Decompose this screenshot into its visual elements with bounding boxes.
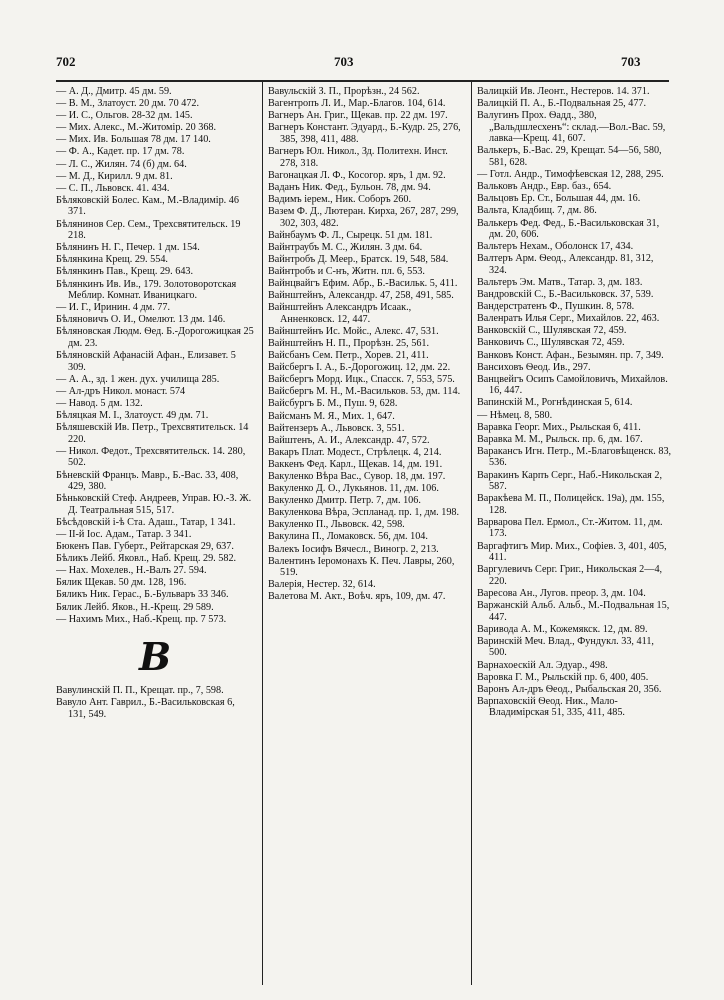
directory-entry: Валерія, Нестер. 32, 614. (268, 579, 376, 591)
directory-entry: Ванковскій С., Шулявская 72, 459. (477, 325, 627, 337)
column-2 (268, 86, 466, 986)
directory-entry: — В. М., Златоуст. 20 дм. 70 472. (56, 98, 200, 110)
directory-entry: Валькеръ Фед. Фед., Б.-Васильковская 31, дм. 20, 606. (477, 217, 660, 241)
directory-entry: Бѣньковскій Стеф. Андреев, Управ. Ю.-З. Ж. Д. Театральная 515, 517. (56, 493, 252, 516)
directory-entry: Вайсманъ М. Я., Мих. 1, 647. (268, 410, 395, 422)
directory-entry: Вайсбергъ І. А., Б.-Дорогожиц. 12, дм. 22. (268, 362, 451, 374)
column-2-entries (268, 86, 466, 603)
directory-entry: — А. Д., Дмитр. 45 дм. 59. (56, 86, 172, 97)
directory-entry: Бѣляновичъ О. И., Омелют. 13 дм. 146. (56, 314, 226, 326)
directory-entry: Варавка М. М., Рыльск. пр. 6, дм. 167. (477, 433, 643, 445)
directory-entry: Бѣляновская Людм. Ѳед. Б.-Дорогожицкая 25 дм. 23. (56, 326, 254, 349)
directory-entry: Бѣляковскій Болес. Кам., М.-Владимір. 46 371. (56, 194, 239, 218)
directory-entry: Бѣневскій Францъ. Мавр., Б.-Вас. 33, 408, 429, 380. (56, 469, 239, 493)
directory-entry: Вандерстратенъ Ф., Пушкин. 8, 578. (477, 301, 635, 313)
directory-entry: Бялик Лейб. Яков., Н.-Крещ. 29 589. (56, 601, 214, 613)
directory-entry: Бѣлянкинъ Ив. Ив., 179. Золотоворотская Меблир. Комнат. Иваницкаго. (56, 278, 237, 302)
directory-entry: Вакуленко Дмитр. Петр. 7, дм. 106. (268, 495, 421, 507)
directory-entry: Вальковъ Андр., Евр. баз., 654. (477, 181, 612, 193)
directory-entry: — Нахимъ Мих., Наб.-Крещ. пр. 7 573. (56, 613, 227, 625)
directory-entry: Валентинъ Іеромонахъ К. Печ. Лавры, 260, 519. (268, 555, 455, 579)
directory-entry: Варакансъ Игн. Петр., М.-Благовѣщенск. 83, 536. (477, 445, 672, 469)
directory-entry: Ваданъ Ник. Фед., Бульон. 78, дм. 94. (268, 181, 431, 193)
directory-entry: Вагентропъ Л. И., Мар.-Благов. 104, 614. (268, 98, 446, 110)
directory-entry: Вайнштейнъ, Александр. 47, 258, 491, 585. (268, 290, 454, 302)
directory-entry: Валтеръ Арм. Ѳеод., Александр. 81, 312, 324. (477, 253, 654, 276)
directory-entry: Валькеръ, Б.-Вас. 29, Крещат. 54—56, 580, 581, 628. (477, 145, 662, 169)
directory-entry: Варинскій Меч. Влад., Фундукл. 33, 411, 500. (477, 635, 654, 659)
directory-entry: Варовка Г. М., Рыльскій пр. 6, 400, 405. (477, 671, 649, 683)
directory-entry: Вайнштейнъ Ис. Мойс., Алекс. 47, 531. (268, 325, 439, 337)
directory-entry: Варнахоескій Ал. Эдуар., 498. (477, 659, 608, 671)
directory-entry: Вайнтробъ и С-нъ, Житн. пл. 6, 553. (268, 265, 425, 277)
directory-entry: Вадимъ іерем., Ник. Соборъ 260. (268, 193, 412, 205)
directory-entry: Вайнтраубъ М. С., Жилян. 3 дм. 64. (268, 241, 423, 253)
directory-entry: Вакуленкова Вѣра, Эспланад. пр. 1, дм. 198. (268, 507, 460, 519)
directory-entry: Вальцовъ Ер. Ст., Большая 44, дм. 16. (477, 193, 641, 205)
directory-entry: Вавуло Ант. Гаврил., Б.-Васильковская 6, 131, 549. (56, 697, 235, 720)
directory-entry: Вальтеръ Эм. Матв., Татар. 3, дм. 183. (477, 277, 643, 288)
directory-entry: Вальта, Кладбищ. 7, дм. 86. (477, 205, 597, 217)
directory-entry: Вагнеръ Юл. Никол., Зд. Политехн. Инст. 278, 318. (268, 145, 448, 169)
column-divider-2 (471, 80, 472, 985)
directory-entry: Валенратъ Илья Серг., Михайлов. 22, 463. (477, 313, 660, 325)
directory-entry: Вавулинскій П. П., Крещат. пр., 7, 598. (56, 685, 224, 697)
directory-entry: — ІІ-й Іос. Адам., Татар. 3 341. (56, 528, 192, 540)
directory-entry: Варавка Георг. Мих., Рыльская 6, 411. (477, 421, 641, 433)
directory-entry: Варпаховскій Ѳеод. Ник., Мало-Владимірская 51, 335, 411, 485. (477, 695, 625, 719)
directory-entry: Валицкій П. А., Б.-Подвальная 25, 477. (477, 98, 647, 110)
directory-entry: — Нѣмец. 8, 580. (477, 409, 553, 421)
directory-entry: Вайтензеръ А., Львовск. 3, 551. (268, 422, 405, 434)
directory-entry: — И. С., Ольгов. 28-32 дм. 145. (56, 110, 193, 122)
directory-entry: Бѣлянкинъ Пав., Крещ. 29. 643. (56, 266, 194, 278)
directory-entry: Вайнбаумъ Ф. Л., Сырецк. 51 дм. 181. (268, 229, 433, 241)
directory-entry: Варгафтигъ Мир. Мих., Софіев. 3, 401, 405, 411. (477, 540, 667, 564)
directory-entry: Вайштенъ, А. И., Александр. 47, 572. (268, 434, 430, 446)
directory-entry: — Л. С., Жилян. 74 (б) дм. 64. (56, 158, 187, 170)
directory-entry: Вавульскій З. П., Прорѣзн., 24 562. (268, 86, 420, 97)
directory-entry: — С. П., Львовск. 41. 434. (56, 182, 170, 194)
directory-entry: Вансиховъ Ѳеод. Ив., 297. (477, 361, 591, 373)
directory-entry: Варжанскій Альб. Альб., М.-Подвальная 15, 447. (477, 600, 670, 623)
directory-entry: — Навод. 5 дм. 132. (56, 397, 143, 409)
directory-entry: Валекъ Іосифъ Вячесл., Виногр. 2, 213. (268, 543, 439, 555)
directory-entry: Варакинъ Карпъ Серг., Наб.-Никольская 2, 587. (477, 469, 662, 493)
column-3 (477, 86, 672, 986)
directory-entry: Бюкенъ Пав. Губерт., Рейтарская 29, 637. (56, 541, 234, 553)
directory-entry: Бѣликъ Лейб. Яковл., Наб. Крещ. 29. 582. (56, 553, 237, 565)
column-3-entries (477, 86, 672, 719)
section-letter: В (138, 634, 172, 680)
directory-entry: Варонъ Ал-дръ Ѳеод., Рыбальская 20, 356. (477, 683, 662, 695)
directory-entry: Вайнцвайгъ Ефим. Абр., Б.-Васильк. 5, 411. (268, 278, 458, 289)
directory-entry: Бѣсѣдовскій і-ѣ Ста. Адаш., Татар, 1 341. (56, 516, 236, 528)
directory-entry: Вакуленко П., Львовск. 42, 598. (268, 519, 405, 531)
directory-entry: — Никол. Федот., Трехсвятительск. 14. 280, 502. (56, 445, 246, 469)
column-1 (56, 86, 254, 986)
directory-entry: — Готл. Андр., Тимофѣевская 12, 288, 295. (477, 169, 664, 181)
header-rule (56, 80, 669, 82)
directory-entry: Вайсбергъ Морд. Ицк., Спасск. 7, 553, 575. (268, 374, 455, 386)
directory-entry: Бѣлянинов Сер. Сем., Трехсвятительск. 19 218. (56, 218, 241, 242)
directory-entry: — М. Д., Кирилл. 9 дм. 81. (56, 170, 173, 182)
directory-entry: Вагнеръ Констант. Эдуард., Б.-Кудр. 25, 276, 385, 398, 411, 488. (268, 122, 461, 145)
directory-entry: Ванцвейгъ Осипъ Самойловичъ, Михайлов. 16, 447. (477, 373, 668, 397)
directory-entry: Вапинскій М., Рогнѣдинская 5, 614. (477, 397, 633, 409)
directory-entry: Бѣляновскій Афанасій Афан., Елизавет. 5 309. (56, 350, 236, 373)
directory-entry: Вайсбергъ М. Н., М.-Васильков. 53, дм. 114. (268, 386, 461, 398)
directory-entry: Варивода А. М., Кожемякск. 12, дм. 89. (477, 623, 648, 635)
directory-entry: Валетова М. Акт., Воѣч. яръ, 109, дм. 47. (268, 591, 446, 603)
directory-entry: Вайнтробъ Д. Меер., Братск. 19, 548, 584. (268, 253, 449, 265)
directory-entry: — Мих. Ив. Большая 78 дм. 17 140. (56, 134, 211, 146)
page-number-left: 702 (56, 54, 76, 69)
column-1-entries-after (56, 685, 254, 720)
directory-entry: Вандровскій С., Б.-Васильковск. 37, 539. (477, 289, 654, 301)
directory-entry: Вазем Ф. Д., Лютеран. Кирха, 267, 287, 299, 302, 303, 482. (268, 205, 459, 229)
directory-entry: Бѣлянинъ Н. Г., Печер. 1 дм. 154. (56, 242, 200, 254)
column-1-entries-before (56, 86, 254, 625)
directory-entry: Бялик Щекав. 50 дм. 128, 196. (56, 577, 187, 589)
directory-entry: Валугинъ Прох. Ѳадд., 380, „Вальдшлесхенъ“: склад.—Вол.-Вас. 59, лавка—Крещ. 41, 607. (477, 110, 666, 145)
directory-entry: Вакаръ Плат. Модест., Стрѣлецк. 4, 214. (268, 446, 442, 458)
page-number-right: 703 (621, 54, 641, 69)
directory-entry: Вакуленко Вѣра Вас., Сувор. 18, дм. 197. (268, 471, 446, 482)
directory-entry: Вальтеръ Нехам., Оболонск 17, 434. (477, 241, 634, 253)
directory-entry: Вагонацкая Л. Ф., Косогор. яръ, 1 дм. 92. (268, 169, 446, 181)
directory-entry: Бѣляшевскій Ив. Петр., Трехсвятительск. 14 220. (56, 422, 249, 445)
directory-entry: Вакулина П., Ломаковск. 56, дм. 104. (268, 531, 428, 543)
directory-entry: Вайсбанъ Сем. Петр., Хорев. 21, 411. (268, 350, 429, 362)
directory-entry: — Ал-дръ Никол. монаст. 574 (56, 385, 186, 397)
page-number-center: 703 (334, 54, 354, 69)
directory-entry: Валицкій Ив. Леонт., Нестеров. 14. 371. (477, 86, 650, 97)
directory-entry: Варварова Пел. Ермол., Ст.-Житом. 11, дм. 173. (477, 516, 663, 540)
directory-entry: Бяликъ Ник. Герас., Б.-Бульваръ 33 346. (56, 589, 229, 601)
column-divider-1 (262, 80, 263, 985)
directory-entry: Бѣляцкая М. І., Златоуст. 49 дм. 71. (56, 410, 209, 422)
directory-entry: — И. Г., Иринин. 4 дм. 77. (56, 302, 171, 314)
directory-entry: — Ф. А., Кадет. пр. 17 дм. 78. (56, 146, 185, 158)
directory-entry: Ваккенъ Фед. Карл., Щекав. 14, дм. 191. (268, 458, 443, 470)
directory-entry: Варгулевичъ Серг. Григ., Никольская 2—4, 220. (477, 564, 663, 587)
directory-entry: Варесова Ан., Лугов. преор. 3, дм. 104. (477, 587, 646, 599)
directory-entry: Вакуленко Д. О., Лукьянов. 11, дм. 106. (268, 483, 439, 495)
directory-entry: — Нах. Мохелев., Н.-Валъ 27. 594. (56, 565, 207, 577)
directory-entry: — А. А., зд. 1 жен. дух. училища 285. (56, 373, 220, 385)
directory-entry: Вайнштейнъ Н. П., Прорѣзн. 25, 561. (268, 337, 430, 349)
directory-entry: Ванковъ Конст. Афан., Безымян. пр. 7, 349. (477, 349, 664, 361)
directory-entry: Варакѣева М. П., Полицейск. 19а), дм. 155, 128. (477, 493, 665, 516)
directory-entry: Ванковичъ С., Шулявская 72, 459. (477, 337, 625, 349)
directory-entry: Вайнштейнъ Александръ Исаак., Анненковск. 12, 447. (268, 302, 412, 325)
directory-entry: Вагнеръ Ан. Григ., Щекав. пр. 22 дм. 197. (268, 110, 448, 122)
directory-entry: Бѣлянкина Крещ. 29. 554. (56, 254, 168, 266)
directory-entry: Вайсбургъ Б. М., Пуш. 9, 628. (268, 398, 398, 410)
directory-entry: — Мих. Алекс., М.-Житомір. 20 368. (56, 122, 217, 134)
